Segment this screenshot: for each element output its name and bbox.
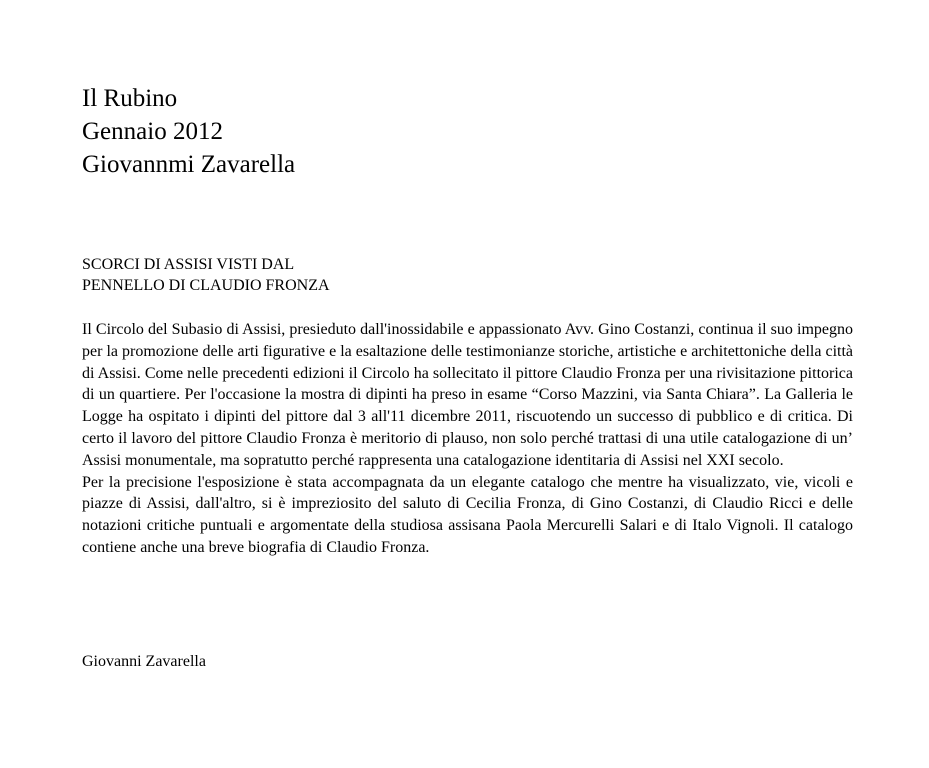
article-title-line-1: SCORCI DI ASSISI VISTI DAL xyxy=(82,256,295,273)
article-body xyxy=(82,319,853,559)
article-title xyxy=(82,254,330,296)
article-paragraph-1: Il Circolo del Subasio di Assisi, presieduto dall'inossidabile e appassionato Avv. Gino Costanzi, continua il suo impegno per la promozione delle arti figurative e la esaltazione delle testimonianze storiche, artistiche e architettoniche della città di Assisi. Come nelle precedenti edizioni il Circolo ha sollecitato il pittore Claudio Fronza per una rivisitazione pittorica di un quartiere. Per l'occasione la mostra di dipinti ha preso in esame “Corso Mazzini, via Santa Chiara”. La Galleria le Logge ha ospitato i dipinti del pittore dal 3 all'11 dicembre 2011, riscuotendo un successo di pubblico e di critica. Di certo il lavoro del pittore Claudio Fronza è meritorio di plauso, non solo perché trattasi di una utile catalogazione di un’ Assisi monumentale, ma sopratutto perché rappresenta una catalogazione identitaria di Assisi nel XXI secolo. xyxy=(82,321,853,469)
publication-name: Il Rubino xyxy=(82,85,178,112)
publication-date: Gennaio 2012 xyxy=(82,118,223,145)
header-author: Giovannmi Zavarella xyxy=(82,151,296,178)
document-header xyxy=(82,82,295,181)
article-paragraph-2: Per la precisione l'esposizione è stata accompagnata da un elegante catalogo che mentre ha visualizzato, vie, vicoli e piazze di Assisi, dall'altro, si è impreziosito del saluto di Cecilia Fronza, di Gino Costanzi, di Claudio Ricci e delle notazioni critiche puntuali e argomentate della studiosa assisana Paola Mercurelli Salari e di Italo Vignoli. Il catalogo contiene anche una breve biografia di Claudio Fronza. xyxy=(82,473,853,556)
article-title-line-2: PENNELLO DI CLAUDIO FRONZA xyxy=(82,277,330,294)
article-signature: Giovanni Zavarella xyxy=(82,653,206,670)
